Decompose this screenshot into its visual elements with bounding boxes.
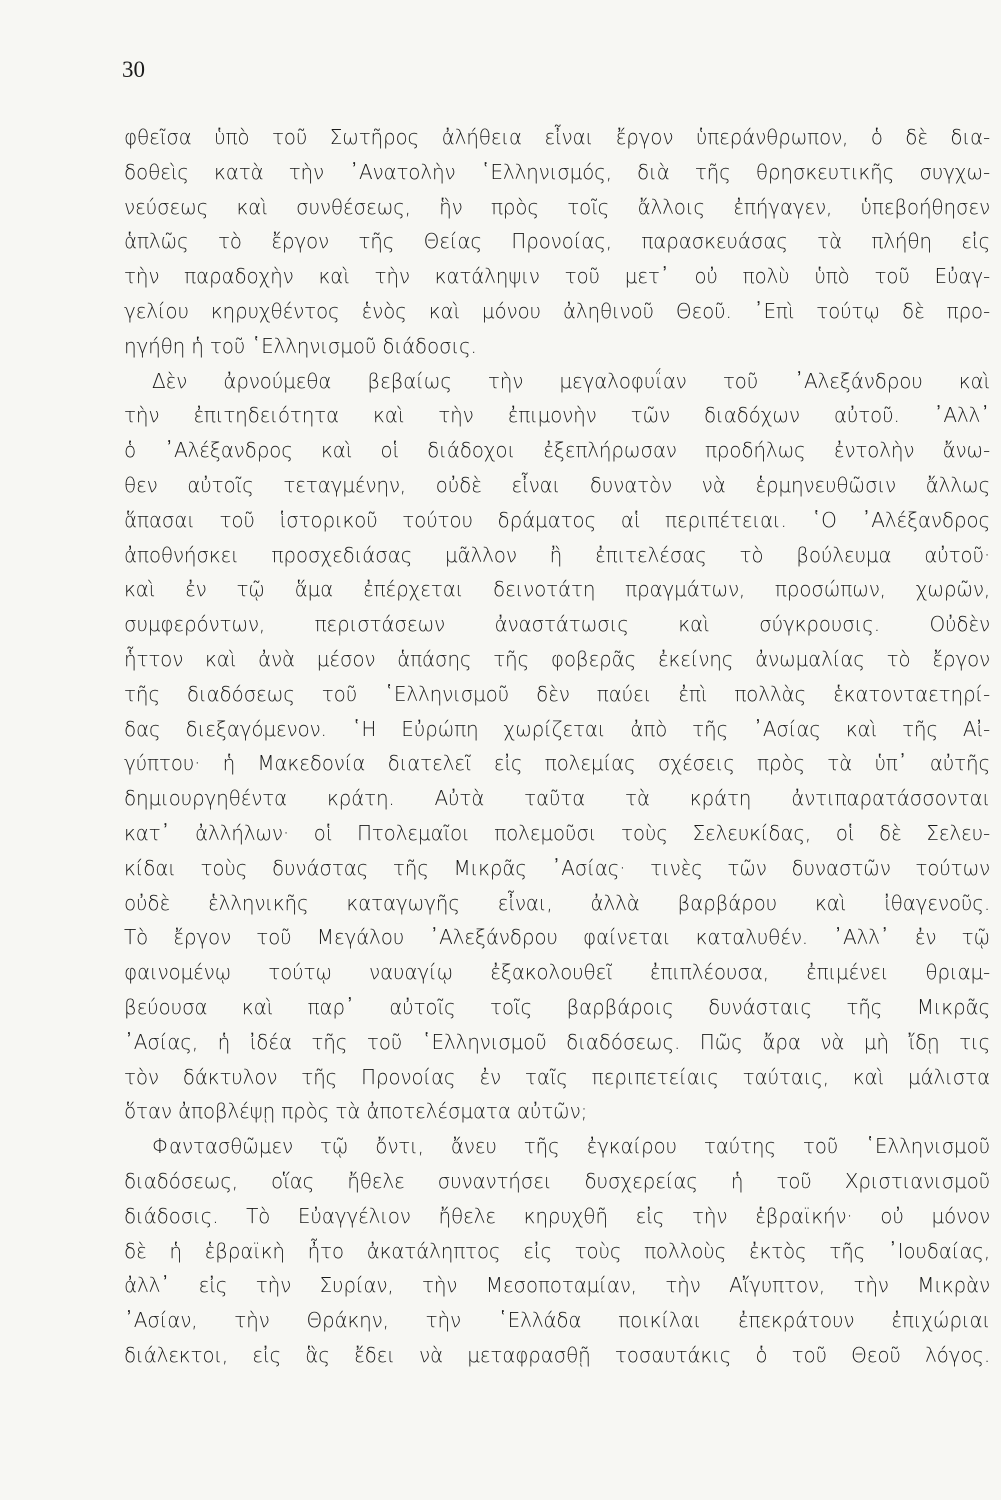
text-line: δὲ ἡ ἑβραϊκὴ ἦτο ἀκατάληπτος εἰς τοὺς πολλοὺς ἐκτὸς τῆς ᾽Ιουδαίας, [124,1238,990,1263]
text-line: τὸν δάκτυλον τῆς Προνοίας ἐν ταῖς περιπετείαις ταύταις, καὶ μάλιστα [124,1064,990,1089]
text-line: δοθεὶς κατὰ τὴν ᾽Ανατολὴν ῾Ελληνισμός, διὰ τῆς θρησκευτικῆς συγχω- [124,159,990,184]
text-line: τὴν παραδοχὴν καὶ τὴν κατάληψιν τοῦ μετ᾽ οὐ πολὺ ὑπὸ τοῦ Εὐαγ- [124,264,990,289]
paragraph [124,120,990,364]
text-line: ἧττον καὶ ἀνὰ μέσον ἁπάσης τῆς φοβερᾶς ἐκείνης ἀνωμαλίας τὸ ἔργον [124,646,990,671]
text-line: γελίου κηρυχθέντος ἑνὸς καὶ μόνου ἀληθινοῦ Θεοῦ. ᾽Επὶ τούτῳ δὲ προ- [124,298,990,323]
text-line: φθεῖσα ὑπὸ τοῦ Σωτῆρος ἀλήθεια εἶναι ἔργον ὑπεράνθρωπον, ὁ δὲ δια- [124,125,990,149]
paragraph [124,364,990,1130]
text-line: ὅταν ἀποβλέψῃ πρὸς τὰ ἀποτελέσματα αὐτῶν; [124,1099,588,1124]
text-line: τὴν ἐπιτηδειότητα καὶ τὴν ἐπιμονὴν τῶν διαδόχων αὐτοῦ. ᾽Αλλ᾽ [124,403,990,428]
text-line: διάδοσις. Τὸ Εὐαγγέλιον ἤθελε κηρυχθῆ εἰς τὴν ἑβραϊκήν· οὐ μόνον [124,1203,990,1228]
text-line: γύπτου· ἡ Μακεδονία διατελεῖ εἰς πολεμίας σχέσεις πρὸς τὰ ὑπ᾽ αὐτῆς [124,751,990,776]
text-line: ὁ ᾽Αλέξανδρος καὶ οἱ διάδοχοι ἐξεπλήρωσαν προδήλως ἐντολὴν ἄνω- [124,438,990,463]
text-line: διαδόσεως, οἵας ἤθελε συναντήσει δυσχερείας ἡ τοῦ Χριστιανισμοῦ [124,1168,990,1193]
text-line: συμφερόντων, περιστάσεων ἀναστάτωσις καὶ σύγκρουσις. Οὐδὲν [124,612,990,637]
text-line: ᾽Ασίας, ἡ ἰδέα τῆς τοῦ ῾Ελληνισμοῦ διαδόσεως. Πῶς ἄρα νὰ μὴ ἴδῃ τις [124,1029,990,1054]
text-line: βεύουσα καὶ παρ᾽ αὐτοῖς τοῖς βαρβάροις δυνάσταις τῆς Μικρᾶς [124,994,990,1019]
body-text [124,120,990,1373]
text-line: οὐδὲ ἑλληνικῆς καταγωγῆς εἶναι, ἀλλὰ βαρβάρου καὶ ἰθαγενοῦς. [124,890,990,915]
text-line: κίδαι τοὺς δυνάστας τῆς Μικρᾶς ᾽Ασίας· τινὲς τῶν δυναστῶν τούτων [124,855,990,880]
text-line: δημιουργηθέντα κράτη. Αὐτὰ ταῦτα τὰ κράτη ἀντιπαρατάσσονται [124,786,990,811]
text-line: Φαντασθῶμεν τῷ ὄντι, ἄνευ τῆς ἐγκαίρου ταύτης τοῦ ῾Ελληνισμοῦ [152,1134,990,1159]
text-line: ἅπασαι τοῦ ἱστορικοῦ τούτου δράματος αἱ περιπέτειαι. ῾Ο ᾽Αλέξανδρος [124,507,990,532]
text-line: ἀλλ᾽ εἰς τὴν Συρίαν, τὴν Μεσοποταμίαν, τὴν Αἴγυπτον, τὴν Μικρὰν [124,1273,990,1298]
text-line: ᾽Ασίαν, τὴν Θράκην, τὴν ῾Ελλάδα ποικίλαι ἐπεκράτουν ἐπιχώριαι [124,1308,990,1333]
text-line: Δὲν ἀρνούμεθα βεβαίως τὴν μεγαλοφυΐαν τοῦ ᾽Αλεξάνδρου καὶ [152,368,990,393]
text-line: θεν αὐτοῖς τεταγμένην, οὐδὲ εἶναι δυνατὸν νὰ ἑρμηνευθῶσιν ἄλλως [124,472,990,497]
paragraph [124,1129,990,1373]
text-line: καὶ ἐν τῷ ἅμα ἐπέρχεται δεινοτάτη πραγμάτων, προσώπων, χωρῶν, [124,577,990,602]
text-line: τῆς διαδόσεως τοῦ ῾Ελληνισμοῦ δὲν παύει ἐπὶ πολλὰς ἑκατονταετηρί- [124,681,990,706]
text-line: ηγήθη ἡ τοῦ ῾Ελληνισμοῦ διάδοσις. [124,333,477,358]
text-line: ἁπλῶς τὸ ἔργον τῆς Θείας Προνοίας, παρασκευάσας τὰ πλήθη εἰς [124,229,990,254]
text-line: νεύσεως καὶ συνθέσεως, ἣν πρὸς τοῖς ἄλλοις ἐπήγαγεν, ὑπεβοήθησεν [124,194,990,219]
text-line: διάλεκτοι, εἰς ἃς ἔδει νὰ μεταφρασθῇ τοσαυτάκις ὁ τοῦ Θεοῦ λόγος. [124,1342,990,1367]
text-line: δας διεξαγόμενον. ῾Η Εὐρώπη χωρίζεται ἀπὸ τῆς ᾽Ασίας καὶ τῆς Αἰ- [124,716,990,741]
text-line: Τὸ ἔργον τοῦ Μεγάλου ᾽Αλεξάνδρου φαίνεται καταλυθέν. ᾽Αλλ᾽ ἐν τῷ [124,925,990,950]
text-line: ἀποθνήσκει προσχεδιάσας μᾶλλον ἢ ἐπιτελέσας τὸ βούλευμα αὐτοῦ· [124,542,990,567]
text-line: φαινομένῳ τούτῳ ναυαγίῳ ἐξακολουθεῖ ἐπιπλέουσα, ἐπιμένει θριαμ- [124,960,990,985]
text-line: κατ᾽ ἀλλήλων· οἱ Πτολεμαῖοι πολεμοῦσι τοὺς Σελευκίδας, οἱ δὲ Σελευ- [124,820,990,845]
page-number: 30 [122,57,145,82]
